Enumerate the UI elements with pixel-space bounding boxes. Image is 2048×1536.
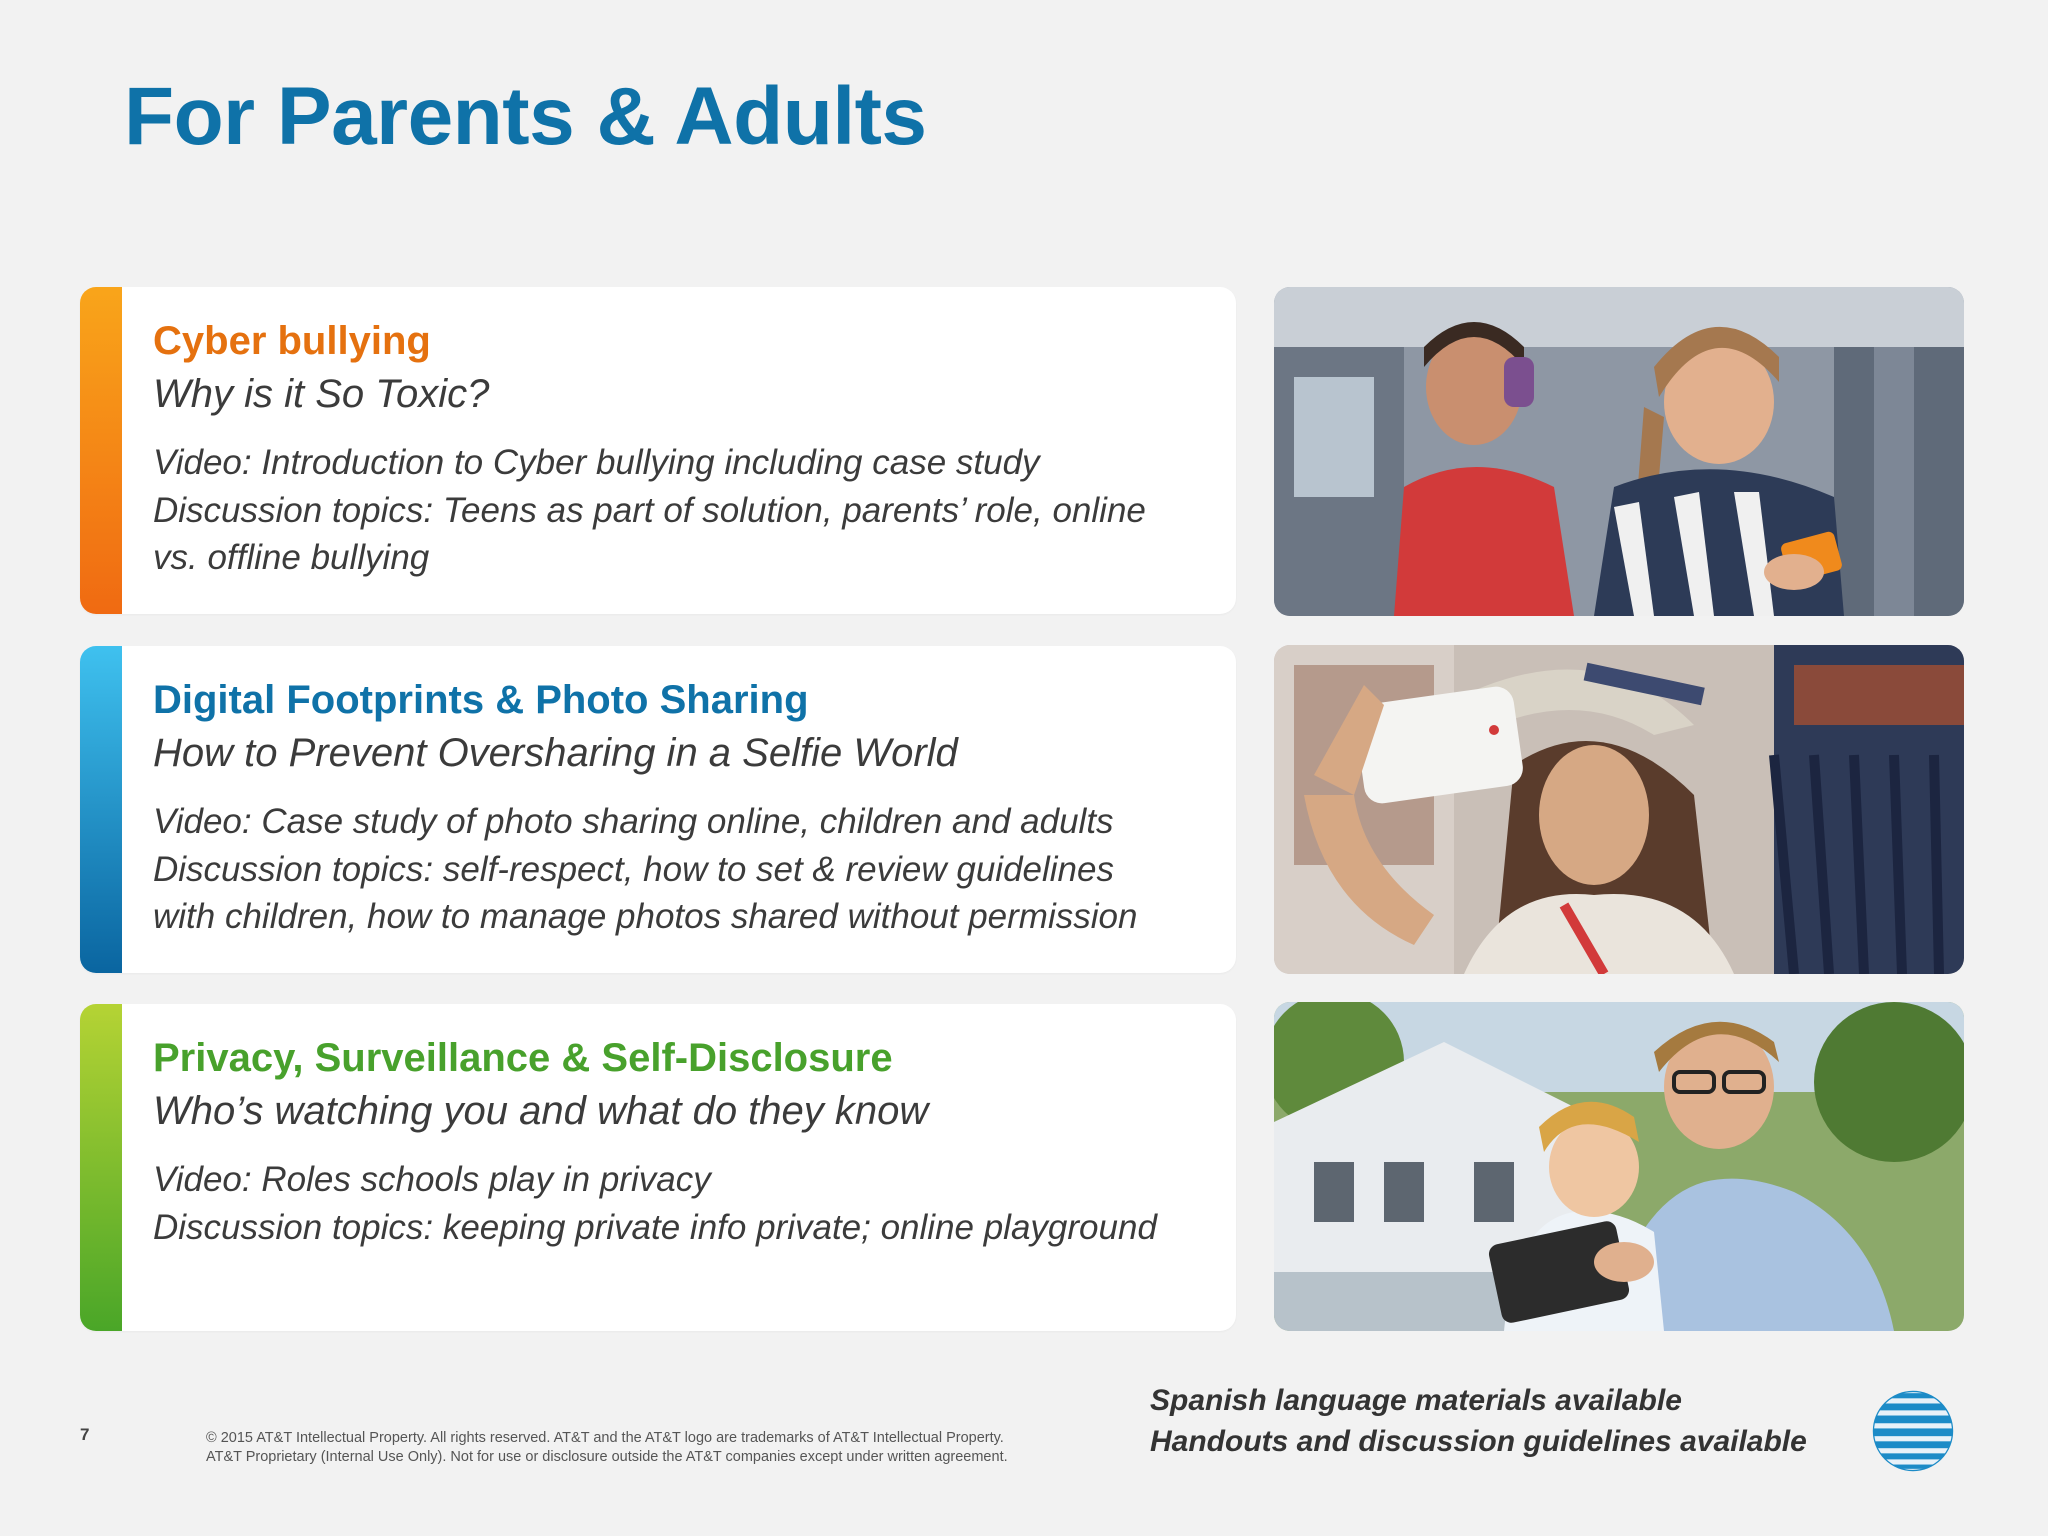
copyright-line: © 2015 AT&T Intellectual Property. All rights reserved. AT&T and the AT&T logo are trademarks of AT&T Intellectual Property.	[206, 1430, 1004, 1446]
topic-card-cyber-bullying	[80, 287, 1236, 614]
card-body-line: Video: Introduction to Cyber bullying including case study	[153, 443, 1040, 482]
note-spanish-materials: Spanish language materials available	[1150, 1384, 1682, 1417]
card-content	[153, 315, 1216, 582]
card-content	[153, 674, 1216, 941]
copyright-line: AT&T Proprietary (Internal Use Only). Not for use or disclosure outside the AT&T companies except under written agreement.	[206, 1449, 1008, 1465]
card-body-line: Discussion topics: self-respect, how to set & review guidelines	[153, 849, 1114, 889]
card-content	[153, 1032, 1216, 1251]
card-body-line: Discussion topics: Teens as part of solution, parents’ role, online	[153, 490, 1146, 530]
note-handouts: Handouts and discussion guidelines available	[1150, 1425, 1807, 1458]
photo-teens-bus-image	[1274, 287, 1964, 616]
card-body	[153, 1156, 1216, 1251]
card-body-line: with children, how to manage photos shared without permission	[153, 897, 1138, 936]
card-body-line: vs. offline bullying	[153, 538, 430, 577]
photo-father-son-tablet-image	[1274, 1002, 1964, 1331]
photo-selfie	[1274, 645, 1964, 974]
copyright-notice	[206, 1429, 1008, 1467]
card-subtitle: Who’s watching you and what do they know	[153, 1089, 929, 1133]
page-title: For Parents & Adults	[124, 71, 927, 162]
accent-bar-blue	[80, 646, 122, 973]
card-heading: Privacy, Surveillance & Self-Disclosure	[153, 1036, 893, 1080]
card-subtitle: Why is it So Toxic?	[153, 372, 490, 416]
card-body-line: Video: Case study of photo sharing online, children and adults	[153, 802, 1114, 841]
card-body	[153, 798, 1216, 941]
card-body	[153, 439, 1216, 582]
topic-card-digital-footprints	[80, 646, 1236, 973]
accent-bar-green	[80, 1004, 122, 1331]
topic-card-privacy	[80, 1004, 1236, 1331]
availability-notes	[1150, 1380, 1807, 1462]
accent-bar-orange	[80, 287, 122, 614]
photo-teens-bus	[1274, 287, 1964, 616]
photo-selfie-image	[1274, 645, 1964, 974]
card-body-line: Discussion topics: keeping private info private; online playground	[153, 1207, 1157, 1247]
card-heading: Cyber bullying	[153, 319, 431, 363]
att-globe-logo-icon	[1870, 1388, 1956, 1474]
card-heading: Digital Footprints & Photo Sharing	[153, 678, 809, 722]
card-body-line: Video: Roles schools play in privacy	[153, 1160, 711, 1199]
photo-father-son-tablet	[1274, 1002, 1964, 1331]
page-number: 7	[80, 1425, 90, 1444]
card-subtitle: How to Prevent Oversharing in a Selfie World	[153, 731, 958, 775]
